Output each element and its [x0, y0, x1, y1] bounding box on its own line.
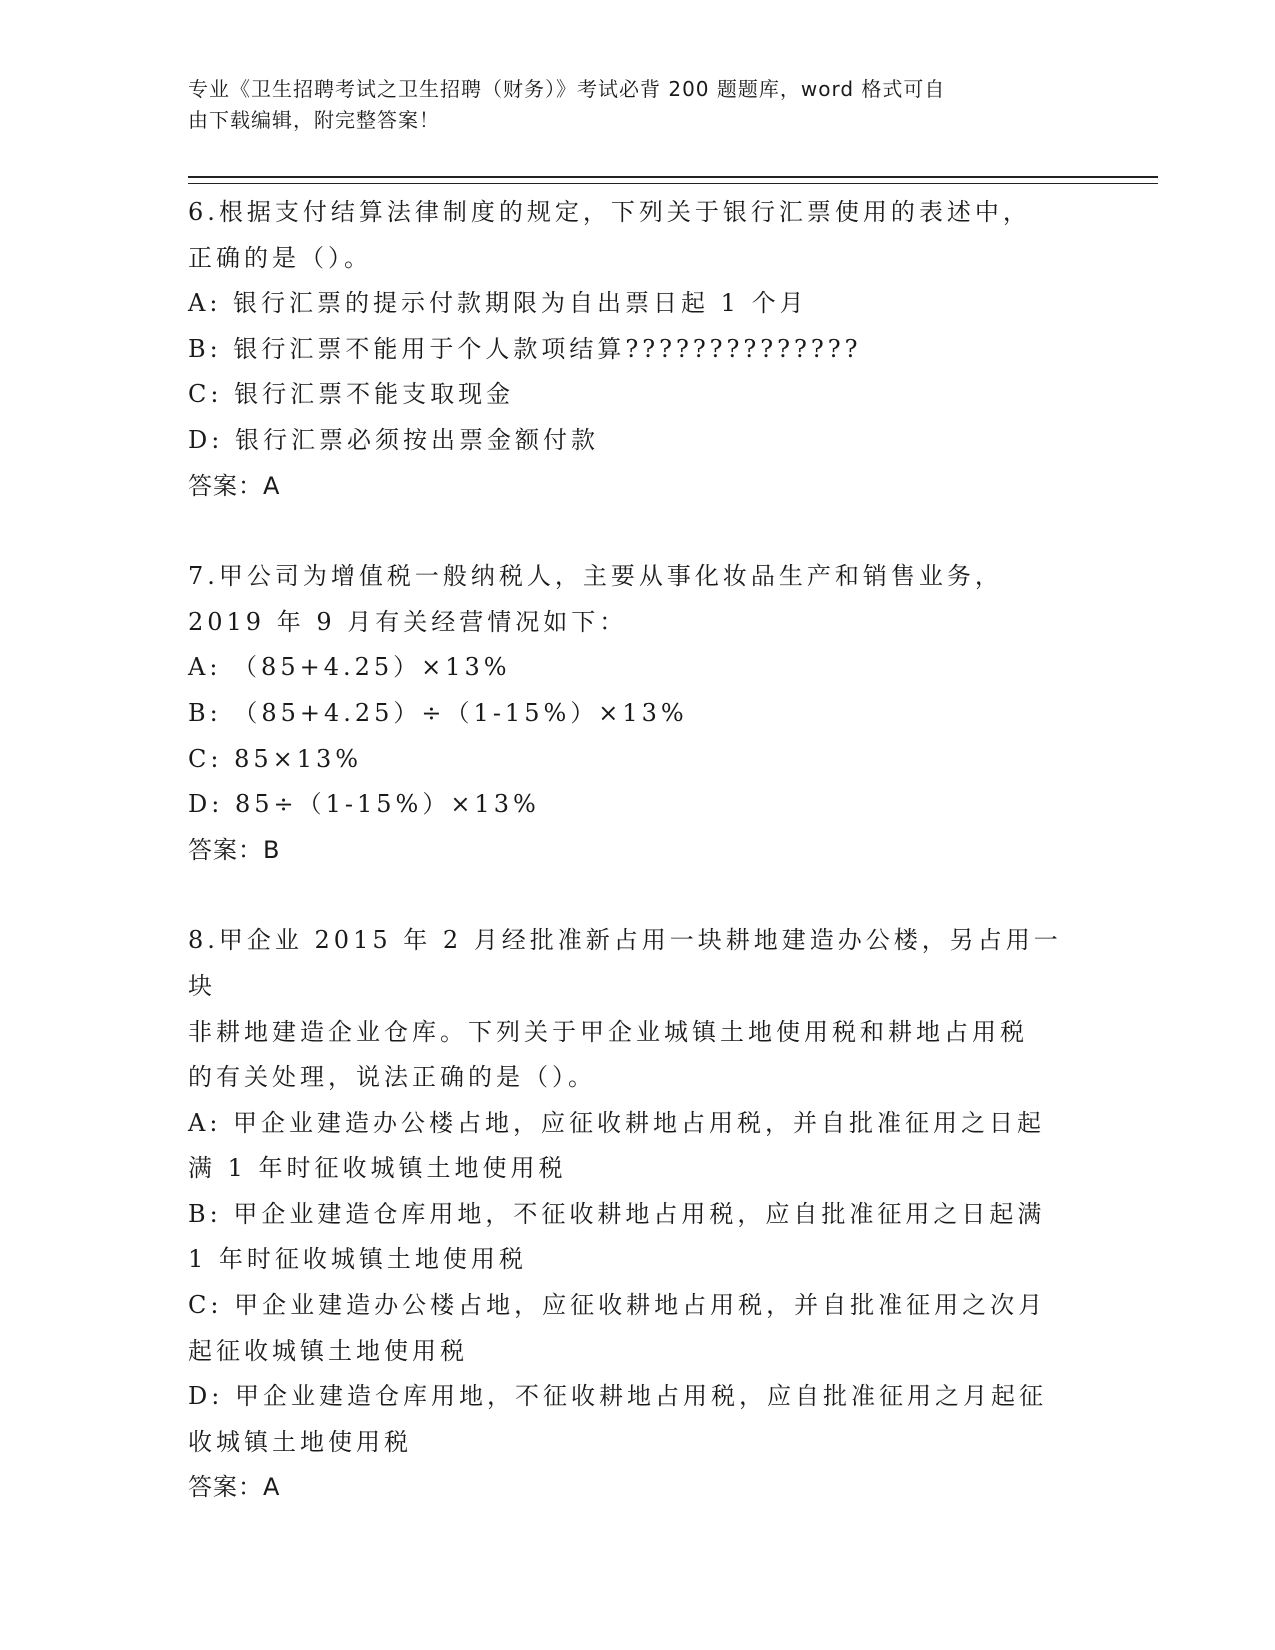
option-b-continued: 1 年时征收城镇土地使用税: [188, 1245, 527, 1274]
question-stem: 7.甲公司为增值税一般纳税人，主要从事化妆品生产和销售业务，: [188, 562, 1003, 591]
option-d: D: 甲企业建造仓库用地，不征收耕地占用税，应自批准征用之月起征: [188, 1382, 1047, 1411]
option-c: C: 85×13%: [188, 744, 363, 773]
header-divider: [188, 176, 1158, 184]
question-6: [188, 190, 1088, 509]
question-7: [188, 554, 1088, 873]
option-c: C: 甲企业建造办公楼占地，应征收耕地占用税，并自批准征用之次月: [188, 1291, 1047, 1320]
header-line-2: 由下载编辑，附完整答案！: [188, 108, 440, 132]
option-d-continued: 收城镇土地使用税: [188, 1427, 412, 1456]
question-stem: 的有关处理，说法正确的是（）。: [188, 1063, 596, 1092]
question-stem: 8.甲企业 2015 年 2 月经批准新占用一块耕地建造办公楼，另占用一块: [188, 926, 1062, 1000]
option-a-continued: 满 1 年时征收城镇土地使用税: [188, 1154, 567, 1183]
question-8: [188, 918, 1088, 1511]
option-a: A: 甲企业建造办公楼占地，应征收耕地占用税，并自批准征用之日起: [188, 1108, 1046, 1137]
option-c: C: 银行汇票不能支取现金: [188, 380, 515, 409]
answer-line: 答案：A: [188, 471, 281, 500]
option-a: A: 银行汇票的提示付款期限为自出票日起 1 个月: [188, 289, 808, 318]
option-d: D: 85÷（1-15%）×13%: [188, 790, 540, 819]
header-line-1: 专业《卫生招聘考试之卫生招聘（财务）》考试必背 200 题题库，word 格式可自: [188, 77, 946, 101]
question-stem: 正确的是（）。: [188, 243, 372, 272]
question-stem: 非耕地建造企业仓库。下列关于甲企业城镇土地使用税和耕地占用税: [188, 1017, 1028, 1046]
answer-line: 答案：B: [188, 835, 281, 864]
option-b: B: 甲企业建造仓库用地，不征收耕地占用税，应自批准征用之日起满: [188, 1199, 1046, 1228]
spacer: [188, 873, 1088, 918]
document-header: [188, 74, 1088, 136]
option-b: B: 银行汇票不能用于个人款项结算??????????????: [188, 334, 862, 363]
question-stem: 6.根据支付结算法律制度的规定，下列关于银行汇票使用的表述中，: [188, 198, 1031, 226]
option-a: A: （85+4.25）×13%: [188, 653, 511, 682]
answer-line: 答案：A: [188, 1473, 281, 1502]
spacer: [188, 509, 1088, 554]
option-b: B: （85+4.25）÷（1-15%）×13%: [188, 698, 688, 727]
option-d: D: 银行汇票必须按出票金额付款: [188, 425, 599, 454]
option-c-continued: 起征收城镇土地使用税: [188, 1336, 468, 1365]
question-list: [188, 190, 1088, 1511]
question-stem: 2019 年 9 月有关经营情况如下：: [188, 607, 628, 636]
